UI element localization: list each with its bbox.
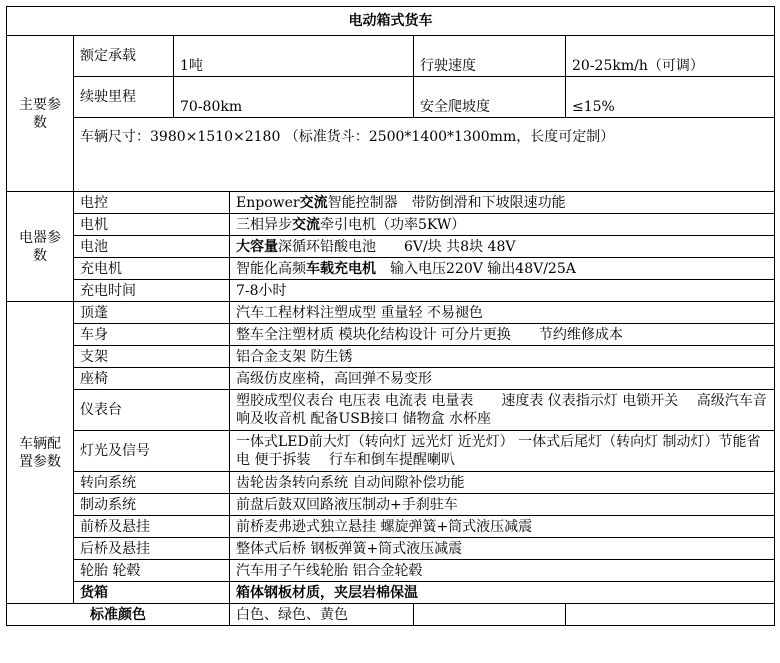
label-brakes: 制动系统 [74, 494, 230, 516]
value-dashboard: 塑胶成型仪表台 电压表 电流表 电量表 速度表 仪表指示灯 电锁开关 高级汽车音响及收音机 配备USB接口 储物盒 水杯座 [230, 390, 775, 431]
value-roof: 汽车工程材料注塑成型 重量轻 不易褪色 [230, 302, 775, 324]
value-front-axle: 前桥麦弗逊式独立悬挂 螺旋弹簧+筒式液压减震 [230, 516, 775, 538]
value-lights: 一体式LED前大灯（转向灯 远光灯 近光灯） 一体式后尾灯（转向灯 制动灯）节能省电 便于拆装 行车和倒车提醒喇叭 [230, 431, 775, 472]
value-speed: 20-25km/h（可调） [566, 36, 775, 77]
category-vehicle: 车辆配置参数 [7, 302, 74, 604]
value-controller: Enpower交流智能控制器 带防倒滑和下坡限速功能 [230, 192, 775, 214]
value-body: 整车全注塑材质 模块化结构设计 可分片更换 节约维修成本 [230, 324, 775, 346]
value-steering: 齿轮齿条转向系统 自动间隙补偿功能 [230, 472, 775, 494]
value-range: 70-80km [174, 77, 414, 118]
value-rated-load: 1吨 [174, 36, 414, 77]
label-steering: 转向系统 [74, 472, 230, 494]
empty-cell-1 [414, 604, 566, 626]
value-battery: 大容量深循环铅酸电池 6V/块 共8块 48V [230, 236, 775, 258]
label-cargo-box: 货箱 [74, 582, 230, 604]
label-charger: 充电机 [74, 258, 230, 280]
value-dimensions: 车辆尺寸：3980×1510×2180 （标准货斗：2500*1400*1300mm，长度可定制） [74, 118, 775, 192]
value-tires: 汽车用子午线轮胎 铝合金轮毂 [230, 560, 775, 582]
label-lights: 灯光及信号 [74, 431, 230, 472]
label-body: 车身 [74, 324, 230, 346]
value-charge-time: 7-8小时 [230, 280, 775, 302]
label-standard-colors: 标准颜色 [7, 604, 230, 626]
value-seat: 高级仿皮座椅，高回弹不易变形 [230, 368, 775, 390]
label-roof: 顶蓬 [74, 302, 230, 324]
label-seat: 座椅 [74, 368, 230, 390]
value-brakes: 前盘后鼓双回路液压制动+手刹驻车 [230, 494, 775, 516]
label-speed: 行驶速度 [414, 36, 566, 77]
value-motor: 三相异步交流牵引电机（功率5KW） [230, 214, 775, 236]
label-frame: 支架 [74, 346, 230, 368]
value-rear-axle: 整体式后桥 钢板弹簧+筒式液压减震 [230, 538, 775, 560]
category-main: 主要参数 [7, 36, 74, 192]
label-tires: 轮胎 轮毂 [74, 560, 230, 582]
value-charger: 智能化高频车载充电机 输入电压220V 输出48V/25A [230, 258, 775, 280]
label-front-axle: 前桥及悬挂 [74, 516, 230, 538]
label-climb: 安全爬坡度 [414, 77, 566, 118]
value-frame: 铝合金支架 防生锈 [230, 346, 775, 368]
label-charge-time: 充电时间 [74, 280, 230, 302]
value-climb: ≤15% [566, 77, 775, 118]
value-cargo-box: 箱体钢板材质，夹层岩棉保温 [230, 582, 775, 604]
label-range: 续驶里程 [74, 77, 174, 118]
empty-cell-2 [566, 604, 775, 626]
table-title: 电动箱式货车 [7, 7, 775, 36]
label-rear-axle: 后桥及悬挂 [74, 538, 230, 560]
spec-table [6, 6, 775, 626]
category-electrical: 电器参数 [7, 192, 74, 302]
value-standard-colors: 白色、绿色、黄色 [230, 604, 414, 626]
label-dashboard: 仪表台 [74, 390, 230, 431]
label-controller: 电控 [74, 192, 230, 214]
label-motor: 电机 [74, 214, 230, 236]
label-rated-load: 额定承载 [74, 36, 174, 77]
label-battery: 电池 [74, 236, 230, 258]
